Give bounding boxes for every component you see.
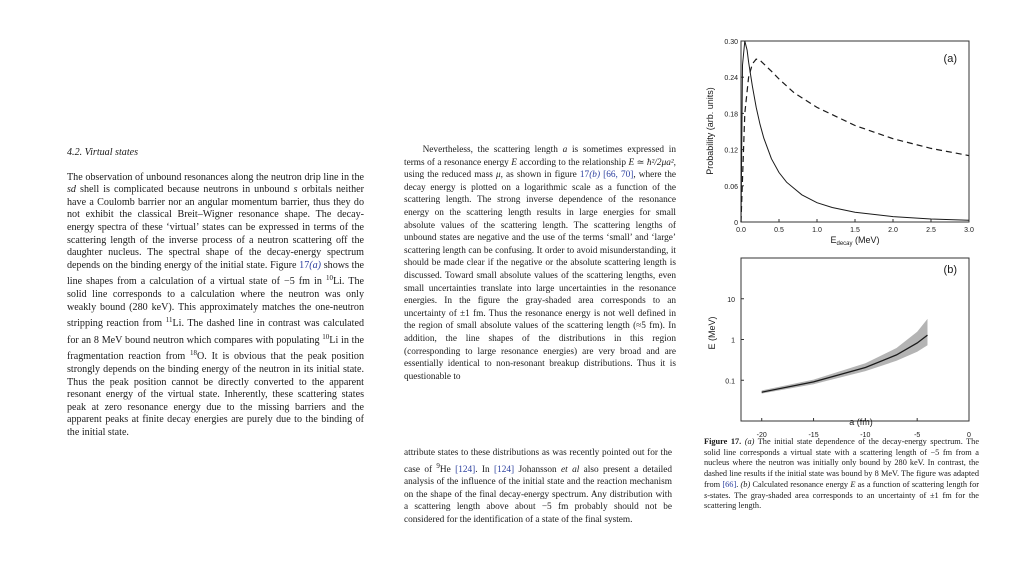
paragraph-virtual-states: The observation of unbound resonances along the neutron drip line in the sd shell is complicated because neutrons in unbound s orbitals neither have a Coulomb barrier nor an angular momentum barrier, thus they do not exhibit the classical Breit–Wigner resonance shape. The decay-energy spectra of these ‘virtual’ states can be expressed in terms of the scattering length of the inverse process of a neutron scattering off the daughter nucleus. The spectral shape of the decay-energy spectrum depends on the binding energy of the initial state. Figure 17(a) shows the line shapes from a calculation of a virtual state of −5 fm in $^{10}$Li. The solid line corresponds to a calculation where the neutron was only weakly bound (280 keV). This approximately matches the one-neutron stripping reaction from $^{11}$Li. The dashed line in contrast was calculated for an 8 MeV bound neutron which compares with populating $^{10}$Li in the fragmentation reaction from $^{18}$O. It is obvious that the peak position strongly depends on the binding energy of the neutron in its initial state. Thus the peak position cannot be directly converted to the apparent resonant energy of the virtual state. Inherently, these scattering states peak at zero resonance energy due to the missing barriers and the apparent peaks at finite decay energies are purely due to the binding of the initial state. <box>67 171 365 438</box>
y-tick-label: 0.18 <box>724 111 738 119</box>
reference-link[interactable]: [124] <box>455 464 476 475</box>
y-tick-label: 10 <box>727 296 735 304</box>
paragraph-scattering-length: Nevertheless, the scattering length a is sometimes expressed in terms of a resonance energy E according to the relationship E ≃ ħ²/2μa², using the reduced mass μ, as shown in figure 17(b) [66, 70], where the decay energy is plotted on a logarithmic scale as a function of the scattering length. The strong inverse dependence of the resonance energy on the scattering length results in large energies for small absolute values of the scattering length. The scattering lengths of unbound states are negative and the use of the terms ‘small’ and ‘large’ scattering length can be confusing. It order to avoid misunderstanding, it should be made clear if the negative or the absolute scattering length is discussed. Toward small absolute values of the scattering lengths, even small uncertainties translate into large uncertainties in the resonance energies. In the figure the gray-shaded area corresponds to an uncertainty of ±1 fm. Thus the resonance energy is not well defined in the region of small absolute values of the scattering length (≈5 fm). In addition, the line shapes of the distributions in this region (corresponding to large resonance energies) are very broad and are essentially identical to non-resonant breakup distributions. Thus it is questionable to <box>404 145 676 382</box>
y-tick-label: 0.30 <box>724 39 738 46</box>
panel-a-y-label: Probability (arb. units) <box>705 87 715 175</box>
reference-link[interactable]: [66] <box>722 479 737 489</box>
x-tick-label: 2.0 <box>888 227 898 234</box>
reference-link[interactable]: [124] <box>494 464 515 475</box>
y-tick-label: 0.1 <box>725 378 735 386</box>
panel-b <box>707 258 971 439</box>
panel-b-frame <box>741 258 969 421</box>
dashed-curve-8mev <box>741 59 969 222</box>
x-tick-label: 0.0 <box>736 227 746 234</box>
figure-caption: Figure 17. (a) The initial state dependence of the decay-energy spectrum. The solid line corresponds a virtual state with a scattering length of −5 fm from a nucleus where the neutron was initially only bound by 280 keV. In contrast, the dashed line results if the initial state was bound by 8 MeV. The figure was adapted from [66]. (b) Calculated resonance energy E as a function of scattering length for s-states. The gray-shaded area corresponds to an uncertainty of ±1 fm for the scattering length. <box>704 437 980 511</box>
panel-a-frame <box>741 41 969 222</box>
x-tick-label: 0 <box>967 432 971 439</box>
panel-a-x-label: $E_{decay}$ (MeV) <box>830 235 880 247</box>
solid-curve-280kev <box>741 41 969 222</box>
section-heading: 4.2. Virtual states <box>67 147 139 158</box>
x-tick-label: -15 <box>808 432 819 439</box>
x-tick-label: 2.5 <box>926 227 936 234</box>
panel-b-label: (b) <box>943 264 957 276</box>
y-tick-label: 0 <box>734 220 738 227</box>
panel-a <box>705 39 974 247</box>
formula: E ≃ ħ²/2μa² <box>628 157 674 168</box>
x-tick-label: -20 <box>756 432 767 439</box>
figure-link[interactable]: 17 <box>579 170 590 181</box>
reference-link[interactable]: [66, 70] <box>603 170 634 181</box>
figure-part-link[interactable]: (a) <box>309 259 322 271</box>
x-tick-label: -10 <box>860 432 871 439</box>
y-tick-label: 0.24 <box>724 75 738 83</box>
y-tick-label: 0.12 <box>724 147 738 155</box>
panel-a-x-ticks <box>736 219 974 234</box>
x-tick-label: -5 <box>914 432 921 439</box>
x-tick-label: 0.5 <box>774 227 784 234</box>
panel-a-label: (a) <box>943 53 957 65</box>
x-tick-label: 3.0 <box>964 227 974 234</box>
panel-b-y-label: E (MeV) <box>707 316 717 350</box>
figure-part-link[interactable]: (b) <box>589 170 601 181</box>
x-tick-label: 1.5 <box>850 227 860 234</box>
x-tick-label: 1.0 <box>812 227 822 234</box>
y-tick-label: 0.06 <box>724 183 738 191</box>
figure-link[interactable]: 17 <box>299 259 310 271</box>
uncertainty-band <box>762 319 928 394</box>
paragraph-continuation: attribute states to these distributions as was recently pointed out for the case of $^9$He [124]. In [124] Johansson et al also present a detailed analysis of the influence of the initial state and the reaction mechanism on the shape of the final decay-energy spectrum. Any distribution with a scattering length above about −5 fm probably should not be considered for the identification of a state of the final system. <box>404 448 673 525</box>
y-tick-label: 1 <box>731 337 735 345</box>
panel-b-x-label: a (fm) <box>849 417 873 427</box>
